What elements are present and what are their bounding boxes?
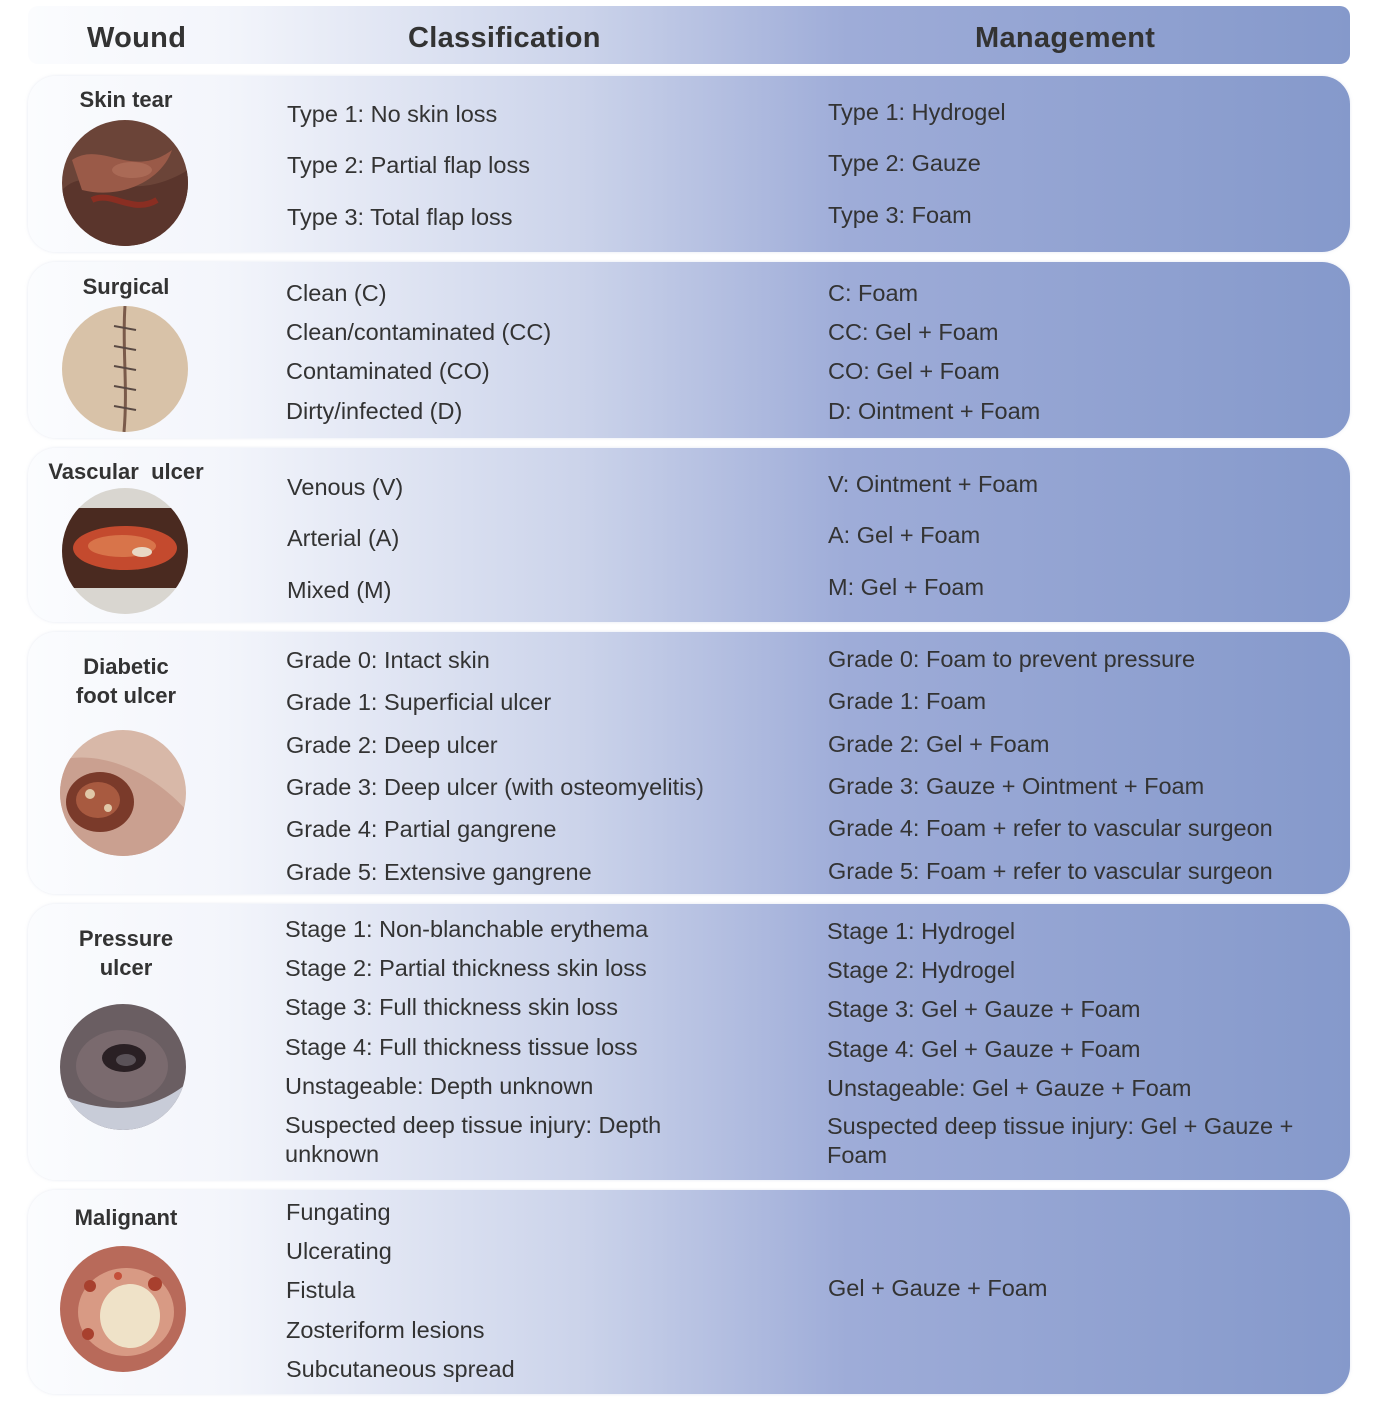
- skin-tear-wound-photo: [62, 120, 188, 246]
- management-item: A: Gel + Foam: [828, 522, 981, 548]
- management-item: C: Foam: [828, 280, 919, 306]
- classification-item: Mixed (M): [287, 577, 392, 603]
- diabetic-foot-ulcer-photo: [60, 730, 186, 856]
- classification-item: Dirty/infected (D): [286, 398, 463, 424]
- management-item: Grade 1: Foam: [828, 688, 987, 714]
- classification-item: Zosteriform lesions: [286, 1317, 485, 1343]
- classification-item: Type 1: No skin loss: [287, 101, 498, 127]
- table-header: [28, 6, 1350, 64]
- wound-name-line: Diabetic: [83, 654, 169, 679]
- wound-name-diabetic-foot-ulcer: [28, 652, 224, 710]
- classification-item: Contaminated (CO): [286, 358, 490, 384]
- classification-item: Grade 2: Deep ulcer: [286, 732, 498, 758]
- header-management: Management: [975, 22, 1156, 54]
- management-item: Type 2: Gauze: [828, 150, 981, 176]
- wound-name-malignant: Malignant: [74, 1205, 178, 1230]
- management-item: Grade 4: Foam + refer to vascular surgeon: [828, 815, 1273, 841]
- classification-item: Venous (V): [287, 474, 404, 500]
- malignant-wound-photo: [60, 1246, 186, 1372]
- wound-name-line: foot ulcer: [75, 683, 177, 708]
- classification-item: Grade 0: Intact skin: [286, 647, 490, 673]
- management-item: Stage 2: Hydrogel: [827, 957, 1016, 983]
- row-surgical: [28, 262, 1350, 438]
- classification-item: Stage 3: Full thickness skin loss: [285, 994, 619, 1020]
- surgical-wound-photo: [62, 306, 188, 432]
- classification-item: Type 2: Partial flap loss: [287, 152, 530, 178]
- classification-item: Grade 4: Partial gangrene: [286, 816, 557, 842]
- wound-name-skin-tear: Skin tear: [79, 87, 173, 112]
- classification-item: Fistula: [286, 1277, 356, 1303]
- classification-item: Arterial (A): [287, 525, 400, 551]
- classification-item: Stage 4: Full thickness tissue loss: [285, 1034, 638, 1060]
- management-item: Stage 4: Gel + Gauze + Foam: [827, 1036, 1141, 1062]
- wound-name-pressure-ulcer: [28, 924, 224, 982]
- management-item: V: Ointment + Foam: [828, 471, 1039, 497]
- management-item: Unstageable: Gel + Gauze + Foam: [827, 1075, 1192, 1101]
- management-item: M: Gel + Foam: [828, 574, 985, 600]
- management-item: Suspected deep tissue injury: Gel + Gauze + Foam: [827, 1113, 1294, 1168]
- management-item: Stage 3: Gel + Gauze + Foam: [827, 996, 1141, 1022]
- classification-item: Stage 1: Non-blanchable erythema: [285, 916, 649, 942]
- management-item: Gel + Gauze + Foam: [828, 1275, 1048, 1301]
- management-item: Grade 5: Foam + refer to vascular surgeon: [828, 858, 1273, 884]
- row-vascular-ulcer: [28, 448, 1350, 622]
- classification-item: Clean/contaminated (CC): [286, 319, 552, 345]
- management-item: Type 1: Hydrogel: [828, 99, 1006, 125]
- management-item: Grade 3: Gauze + Ointment + Foam: [828, 773, 1205, 799]
- classification-item: Unstageable: Depth unknown: [285, 1073, 594, 1099]
- management-item: Stage 1: Hydrogel: [827, 918, 1016, 944]
- management-item: Grade 0: Foam to prevent pressure: [828, 646, 1196, 672]
- classification-item: Grade 5: Extensive gangrene: [286, 859, 592, 885]
- management-item: Grade 2: Gel + Foam: [828, 731, 1050, 757]
- pressure-ulcer-photo: [60, 1004, 186, 1130]
- classification-item: Type 3: Total flap loss: [287, 204, 513, 230]
- classification-item: Grade 1: Superficial ulcer: [286, 689, 552, 715]
- wound-name-line: ulcer: [99, 955, 153, 980]
- management-item: CO: Gel + Foam: [828, 358, 1000, 384]
- row-skin-tear: [28, 76, 1350, 252]
- wound-name-line: Pressure: [78, 926, 174, 951]
- management-item: D: Ointment + Foam: [828, 398, 1041, 424]
- wound-name-surgical: Surgical: [82, 274, 170, 299]
- header-classification: Classification: [408, 22, 601, 54]
- classification-item: Subcutaneous spread: [286, 1356, 515, 1382]
- classification-item: Grade 3: Deep ulcer (with osteomyelitis): [286, 774, 704, 800]
- row-malignant: [28, 1190, 1350, 1394]
- classification-item: Suspected deep tissue injury: Depth unknown: [285, 1112, 662, 1167]
- wound-name-vascular-ulcer: Vascular ulcer: [48, 459, 204, 484]
- management-item: CC: Gel + Foam: [828, 319, 999, 345]
- classification-item: Stage 2: Partial thickness skin loss: [285, 955, 647, 981]
- classification-item: Fungating: [286, 1199, 391, 1225]
- classification-item: Clean (C): [286, 280, 387, 306]
- header-wound: Wound: [87, 22, 187, 54]
- management-item: Type 3: Foam: [828, 202, 972, 228]
- classification-item: Ulcerating: [286, 1238, 392, 1264]
- vascular-ulcer-photo: [62, 488, 188, 614]
